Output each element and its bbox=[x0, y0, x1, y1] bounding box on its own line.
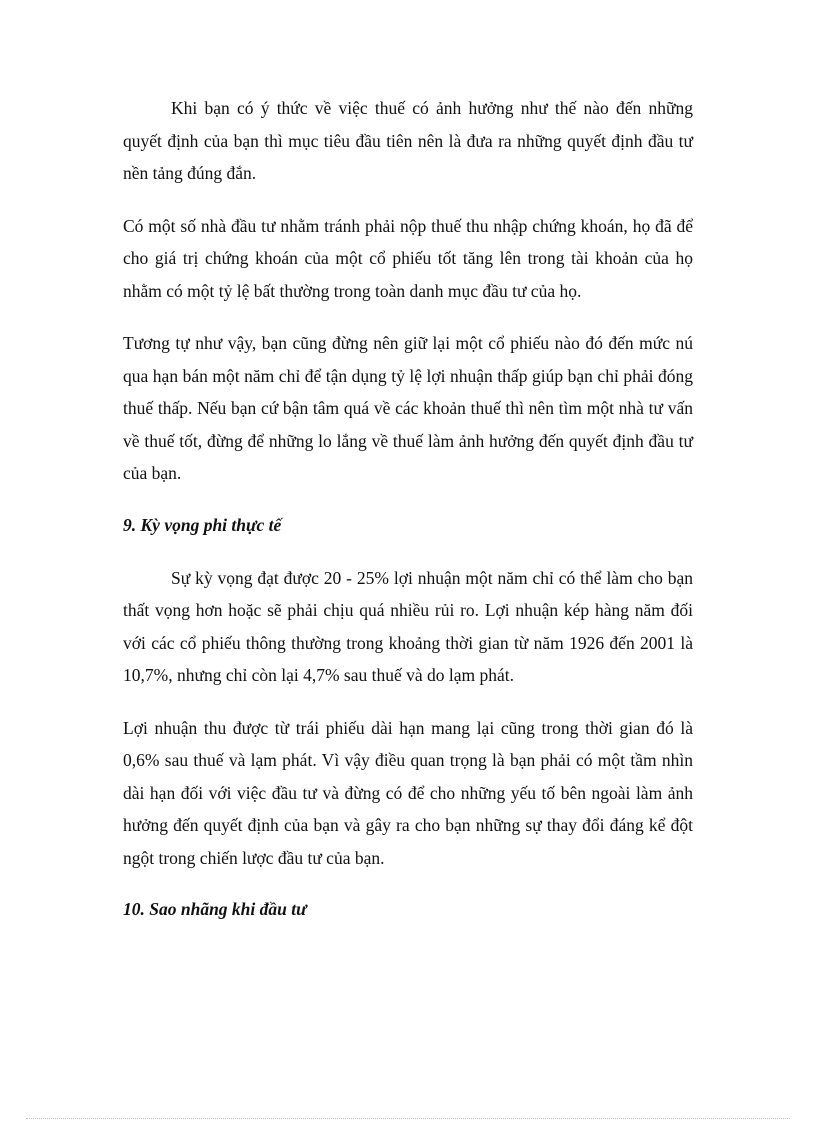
paragraph-expectation: Sự kỳ vọng đạt được 20 - 25% lợi nhuận một năm chỉ có thể làm cho bạn thất vọng hơn hoặc sẽ phải chịu quá nhiều rủi ro. Lợi nhuận kép hàng năm đối với các cổ phiếu thông thường trong khoảng thời gian từ năm 1926 đến 2001 là 10,7%, nhưng chỉ còn lại 4,7% sau thuế và do lạm phát. bbox=[123, 567, 693, 685]
paragraph-hold-stock: Tương tự như vậy, bạn cũng đừng nên giữ lại một cổ phiếu nào đó đến mức nú qua hạn bán một năm chỉ để tận dụng tỷ lệ lợi nhuận thấp giúp bạn chỉ phải đóng thuế thấp. Nếu bạn cứ bận tâm quá về các khoản thuế thì nên tìm một nhà tư vấn về thuế tốt, đừng để những lo lắng về thuế làm ảnh hưởng đến quyết định đầu tư của bạn. bbox=[123, 333, 693, 483]
document-page bbox=[123, 92, 693, 946]
paragraph-tax-awareness: Khi bạn có ý thức về việc thuế có ảnh hưởng như thế nào đến những quyết định của bạn thì mục tiêu đầu tiên nên là đưa ra những quyết định đầu tư nền tảng đúng đắn. bbox=[123, 98, 693, 183]
section-heading-9: 9. Kỳ vọng phi thực tế bbox=[123, 514, 282, 535]
section-heading-10: 10. Sao nhãng khi đầu tư bbox=[123, 899, 307, 919]
page-bottom-divider bbox=[26, 1118, 790, 1119]
paragraph-long-term-bonds: Lợi nhuận thu được từ trái phiếu dài hạn mang lại cũng trong thời gian đó là 0,6% sau thuế và lạm phát. Vì vậy điều quan trọng là bạn phải có một tầm nhìn dài hạn đối với việc đầu tư và đừng có để cho những yếu tố bên ngoài làm ảnh hưởng đến quyết định của bạn và gây ra cho bạn những sự thay đổi đáng kể đột ngột trong chiến lược đầu tư của bạn. bbox=[123, 717, 693, 868]
paragraph-avoid-tax: Có một số nhà đầu tư nhằm tránh phải nộp thuế thu nhập chứng khoán, họ đã để cho giá trị chứng khoán của một cổ phiếu tốt tăng lên trong tài khoản của họ nhằm có một tỷ lệ bất thường trong toàn danh mục đầu tư của họ. bbox=[123, 215, 693, 301]
